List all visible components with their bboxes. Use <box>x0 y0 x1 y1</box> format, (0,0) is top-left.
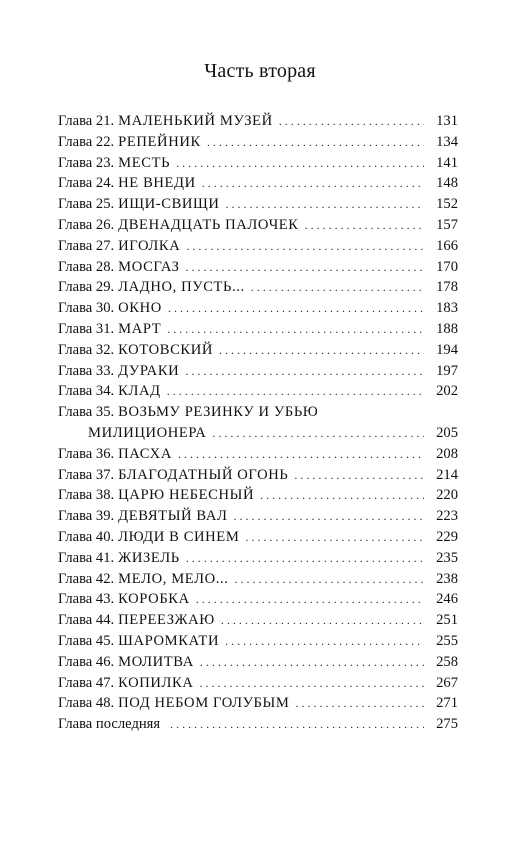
toc-entry <box>58 506 458 527</box>
chapter-number: Глава 33. <box>58 362 115 379</box>
page-number: 271 <box>436 695 458 712</box>
toc-line <box>58 631 458 652</box>
chapter-title: ИЩИ-СВИЩИ <box>118 196 220 213</box>
dot-leader <box>260 485 424 506</box>
chapter-title: ВОЗЬМУ РЕЗИНКУ И УБЬЮ <box>118 404 319 421</box>
toc-entry <box>58 693 458 714</box>
chapter-title: ПЕРЕЕЗЖАЮ <box>118 612 215 629</box>
dot-leader <box>212 423 424 444</box>
chapter-title: КОПИЛКА <box>118 674 194 691</box>
chapter-number: Глава 36. <box>58 445 115 462</box>
toc-entry <box>58 257 458 278</box>
toc-label <box>58 485 254 506</box>
chapter-number: Глава 45. <box>58 632 115 649</box>
dot-leader <box>168 298 424 319</box>
chapter-title: МОСГАЗ <box>118 258 180 275</box>
toc-line <box>58 215 458 236</box>
chapter-number: Глава 35. <box>58 404 115 421</box>
toc-label <box>58 194 220 215</box>
toc-entry <box>58 569 458 590</box>
toc-line <box>58 194 458 215</box>
dot-leader <box>178 444 424 465</box>
dot-leader <box>225 631 424 652</box>
table-of-contents <box>58 111 458 735</box>
toc-line <box>58 652 458 673</box>
chapter-title: НЕ ВНЕДИ <box>118 175 196 192</box>
chapter-title: ПОД НЕБОМ ГОЛУБЫМ <box>118 695 290 712</box>
dot-leader <box>200 652 424 673</box>
dot-leader <box>207 132 424 153</box>
toc-entry <box>58 465 458 486</box>
page-number: 152 <box>436 196 458 213</box>
toc-label <box>58 610 215 631</box>
dot-leader <box>233 506 424 527</box>
toc-line <box>58 381 458 402</box>
toc-label <box>58 132 201 153</box>
page-number: 202 <box>436 383 458 400</box>
toc-label <box>58 589 190 610</box>
chapter-title: МЕЛО, МЕЛО... <box>118 570 229 587</box>
page-number: 255 <box>436 632 458 649</box>
chapter-title: КОТОВСКИЙ <box>118 341 214 358</box>
dot-leader <box>295 693 424 714</box>
chapter-title: ЦАРЮ НЕБЕСНЫЙ <box>118 487 255 504</box>
chapter-title-continuation: МИЛИЦИОНЕРА <box>88 424 207 441</box>
toc-entry <box>58 319 458 340</box>
toc-label <box>58 153 170 174</box>
chapter-number: Глава 48. <box>58 695 115 712</box>
page-number: 229 <box>436 528 458 545</box>
dot-leader <box>219 340 424 361</box>
chapter-title: ОКНО <box>118 300 162 317</box>
toc-line <box>58 569 458 590</box>
chapter-number: Глава 21. <box>58 113 115 129</box>
chapter-title: КЛАД <box>118 383 161 400</box>
toc-entry <box>58 527 458 548</box>
chapter-title: ДЕВЯТЫЙ ВАЛ <box>118 508 228 525</box>
toc-line <box>58 506 458 527</box>
toc-label <box>58 465 288 486</box>
toc-entry <box>58 589 458 610</box>
chapter-number: Глава 41. <box>58 549 115 566</box>
toc-label <box>58 714 164 735</box>
toc-line <box>58 236 458 257</box>
page-number: 170 <box>436 258 458 275</box>
toc-label <box>58 631 219 652</box>
toc-label <box>58 652 194 673</box>
toc-entry <box>58 714 458 735</box>
page-number: 205 <box>436 424 458 441</box>
toc-entry <box>58 548 458 569</box>
toc-entry <box>58 173 458 194</box>
toc-line <box>58 340 458 361</box>
toc-label <box>58 569 228 590</box>
chapter-number: Глава 25. <box>58 196 115 213</box>
toc-line-continuation <box>58 423 458 444</box>
page-number: 197 <box>436 362 458 379</box>
toc-line <box>58 485 458 506</box>
chapter-number: Глава 47. <box>58 674 115 691</box>
page-number: 223 <box>436 508 458 525</box>
toc-line <box>58 132 458 153</box>
chapter-title: МЕСТЬ <box>118 154 171 171</box>
dot-leader <box>202 173 424 194</box>
toc-line <box>58 465 458 486</box>
dot-leader <box>176 153 424 174</box>
chapter-number: Глава 34. <box>58 383 115 400</box>
toc-label <box>58 527 239 548</box>
toc-label <box>58 340 213 361</box>
page-number: 267 <box>436 674 458 691</box>
chapter-number: Глава 39. <box>58 508 115 525</box>
page-number: 178 <box>436 279 458 296</box>
page-number: 246 <box>436 591 458 608</box>
toc-entry <box>58 215 458 236</box>
chapter-title: ШАРОМКАТИ <box>118 632 220 649</box>
page-number: 131 <box>436 113 458 129</box>
chapter-title: МОЛИТВА <box>118 653 194 670</box>
toc-line <box>58 298 458 319</box>
toc-line <box>58 277 458 298</box>
chapter-title: РЕПЕЙНИК <box>118 133 201 150</box>
toc-entry <box>58 381 458 402</box>
toc-entry <box>58 236 458 257</box>
chapter-number: Глава 37. <box>58 466 115 483</box>
dot-leader <box>200 673 424 694</box>
toc-line <box>58 111 458 132</box>
dot-leader <box>305 215 424 236</box>
toc-line <box>58 402 458 423</box>
chapter-number: Глава 32. <box>58 341 115 358</box>
page-number: 188 <box>436 320 458 337</box>
toc-entry <box>58 153 458 174</box>
chapter-title: БЛАГОДАТНЫЙ ОГОНЬ <box>118 466 289 483</box>
chapter-title: ЖИЗЕЛЬ <box>118 549 180 566</box>
toc-line <box>58 714 458 735</box>
dot-leader <box>186 548 424 569</box>
chapter-title: МАЛЕНЬКИЙ МУЗЕЙ <box>118 113 273 129</box>
toc-entry <box>58 194 458 215</box>
toc-entry <box>58 111 458 132</box>
toc-label <box>58 236 180 257</box>
toc-line <box>58 527 458 548</box>
toc-label <box>58 361 179 382</box>
chapter-number: Глава последняя <box>58 716 161 733</box>
dot-leader <box>221 610 424 631</box>
toc-line <box>58 548 458 569</box>
page-number: 157 <box>436 216 458 233</box>
page-number: 148 <box>436 175 458 192</box>
chapter-title: ПАСХА <box>118 445 172 462</box>
chapter-title: ДВЕНАДЦАТЬ ПАЛОЧЕК <box>118 216 299 233</box>
chapter-number: Глава 40. <box>58 528 115 545</box>
page-number: 214 <box>436 466 458 483</box>
dot-leader <box>234 569 424 590</box>
toc-label <box>58 693 289 714</box>
chapter-title: ДУРАКИ <box>118 362 180 379</box>
toc-line <box>58 693 458 714</box>
dot-leader <box>170 714 424 735</box>
chapter-number: Глава 27. <box>58 237 115 254</box>
chapter-number: Глава 30. <box>58 300 115 317</box>
chapter-number: Глава 43. <box>58 591 115 608</box>
toc-line <box>58 444 458 465</box>
chapter-number: Глава 28. <box>58 258 115 275</box>
page-number: 235 <box>436 549 458 566</box>
toc-entry <box>58 652 458 673</box>
chapter-number: Глава 22. <box>58 133 115 150</box>
toc-line <box>58 257 458 278</box>
toc-label <box>58 215 299 236</box>
toc-entry <box>58 132 458 153</box>
chapter-title: ЛАДНО, ПУСТЬ... <box>118 279 245 296</box>
toc-line <box>58 173 458 194</box>
chapter-number: Глава 26. <box>58 216 115 233</box>
page-number: 194 <box>436 341 458 358</box>
page-number: 166 <box>436 237 458 254</box>
dot-leader <box>185 361 424 382</box>
toc-label <box>58 257 180 278</box>
dot-leader <box>167 381 424 402</box>
dot-leader <box>279 111 424 132</box>
page-number: 275 <box>436 716 458 733</box>
toc-label <box>58 444 172 465</box>
toc-label <box>58 277 245 298</box>
chapter-number: Глава 23. <box>58 154 115 171</box>
toc-label <box>58 402 318 423</box>
toc-label <box>58 319 161 340</box>
chapter-title: ЛЮДИ В СИНЕМ <box>118 528 240 545</box>
toc-entry <box>58 673 458 694</box>
toc-label <box>58 548 180 569</box>
page-number: 141 <box>436 154 458 171</box>
section-title: Часть вторая <box>204 60 316 82</box>
chapter-title: ИГОЛКА <box>118 237 181 254</box>
page-number: 238 <box>436 570 458 587</box>
toc-entry <box>58 277 458 298</box>
dot-leader <box>196 589 424 610</box>
toc-entry <box>58 361 458 382</box>
dot-leader <box>294 465 424 486</box>
dot-leader <box>167 319 424 340</box>
toc-line <box>58 361 458 382</box>
toc-line <box>58 153 458 174</box>
toc-label <box>58 173 196 194</box>
dot-leader <box>251 277 424 298</box>
toc-line <box>58 673 458 694</box>
chapter-number: Глава 44. <box>58 612 115 629</box>
page-number: 258 <box>436 653 458 670</box>
dot-leader <box>226 194 424 215</box>
dot-leader <box>186 236 424 257</box>
toc-entry <box>58 444 458 465</box>
page-number: 134 <box>436 133 458 150</box>
toc-entry <box>58 631 458 652</box>
toc-entry <box>58 402 458 444</box>
toc-label <box>58 506 227 527</box>
dot-leader <box>186 257 424 278</box>
chapter-number: Глава 31. <box>58 320 115 337</box>
toc-label <box>58 673 194 694</box>
page-number: 251 <box>436 612 458 629</box>
toc-label <box>58 298 162 319</box>
toc-entry <box>58 485 458 506</box>
chapter-title: КОРОБКА <box>118 591 190 608</box>
chapter-number: Глава 42. <box>58 570 115 587</box>
chapter-title: МАРТ <box>118 320 162 337</box>
page-number: 183 <box>436 300 458 317</box>
toc-entry <box>58 340 458 361</box>
chapter-number: Глава 24. <box>58 175 115 192</box>
toc-entry <box>58 610 458 631</box>
toc-entry <box>58 298 458 319</box>
chapter-number: Глава 38. <box>58 487 115 504</box>
chapter-number: Глава 29. <box>58 279 115 296</box>
toc-label <box>58 111 273 132</box>
toc-line <box>58 319 458 340</box>
page-number: 220 <box>436 487 458 504</box>
chapter-number: Глава 46. <box>58 653 115 670</box>
toc-label <box>58 381 161 402</box>
dot-leader <box>245 527 424 548</box>
page-number: 208 <box>436 445 458 462</box>
toc-line <box>58 589 458 610</box>
toc-line <box>58 610 458 631</box>
